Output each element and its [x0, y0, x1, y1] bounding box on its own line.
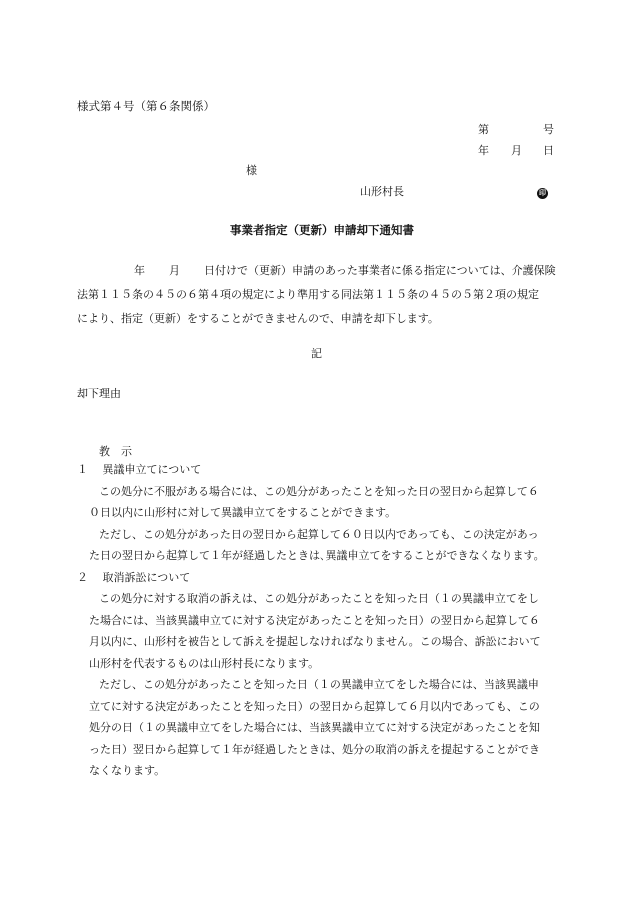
section-1-line: ただし、この処分があった日の翌日から起算して６０日以内であっても、この決定があっ: [99, 527, 539, 541]
body-line-2: 法第１１５条の４５の６第４項の規定により準用する同法第１１５条の４５の５第２項の規定: [77, 288, 539, 301]
section-2-line: 立てに対する決定があったことを知った日）の翌日から起算して６月以内であっても、この: [89, 699, 540, 713]
section-2-line: 月以内に、山形村を被告として訴えを提起しなければなりません。この場合、訴訟において: [89, 635, 541, 648]
number-suffix: 号: [543, 123, 554, 136]
number-prefix: 第: [478, 123, 489, 136]
body-paragraph: [77, 259, 556, 331]
section-1-line: た日の翌日から起算して１年が経過したときは､異議申立てをすることができなくなります。: [89, 549, 545, 562]
instruction-heading: 教 示: [99, 445, 132, 458]
section-2-title: ２ 取消訴訟について: [77, 570, 191, 584]
ki-label: 記: [311, 347, 322, 360]
section-2-line: 山形村を代表するものは山形村長になります。: [89, 656, 320, 670]
date-month: 月: [511, 144, 522, 157]
section-1-title: １ 異議申立てについて: [77, 463, 202, 476]
section-2-line: った日）翌日から起算して１年が経過したときは、処分の取消の訴えを提起することができ: [89, 742, 540, 756]
body-year: 年: [134, 264, 145, 277]
addressee-suffix: 様: [246, 164, 257, 177]
section-2-line: この処分に対する取消の訴えは、この処分があったことを知った日（１の異議申立てをし: [99, 592, 539, 605]
section-2-line: 処分の日（１の異議申立てをした場合には、当該異議申立てに対する決定があったことを知: [89, 721, 540, 734]
issuer: 山形村長: [360, 185, 404, 198]
body-month: 月: [169, 264, 180, 277]
document-title: 事業者指定（更新）申請却下通知書: [230, 223, 414, 237]
section-2-line: なくなります。: [89, 764, 166, 777]
section-1-line: この処分に不服がある場合には、この処分があったことを知った日の翌日から起算して６: [99, 484, 539, 498]
instruction-section-1: [77, 459, 545, 782]
section-1-line: ０日以内に山形村に対して異議申立てをすることができます。: [89, 506, 397, 519]
rejection-reason-label: 却下理由: [77, 387, 121, 400]
seal-icon: 印: [539, 189, 546, 197]
date-day: 日: [543, 144, 554, 157]
section-2-line: ただし、この処分があったことを知った日（１の異議申立てをした場合には、当該異議申: [99, 678, 539, 691]
section-2-line: た場合には、当該異議申立てに対する決定があったことを知った日）の翌日から起算して６: [89, 613, 540, 627]
body-line-1: 日付けで（更新）申請のあった事業者に係る指定については、介護保険: [204, 264, 556, 277]
form-label: 様式第４号（第６条関係）: [77, 99, 215, 113]
body-line-3: により、指定（更新）をすることができませんので、申請を却下します。: [77, 312, 439, 325]
date-year: 年: [478, 144, 489, 157]
